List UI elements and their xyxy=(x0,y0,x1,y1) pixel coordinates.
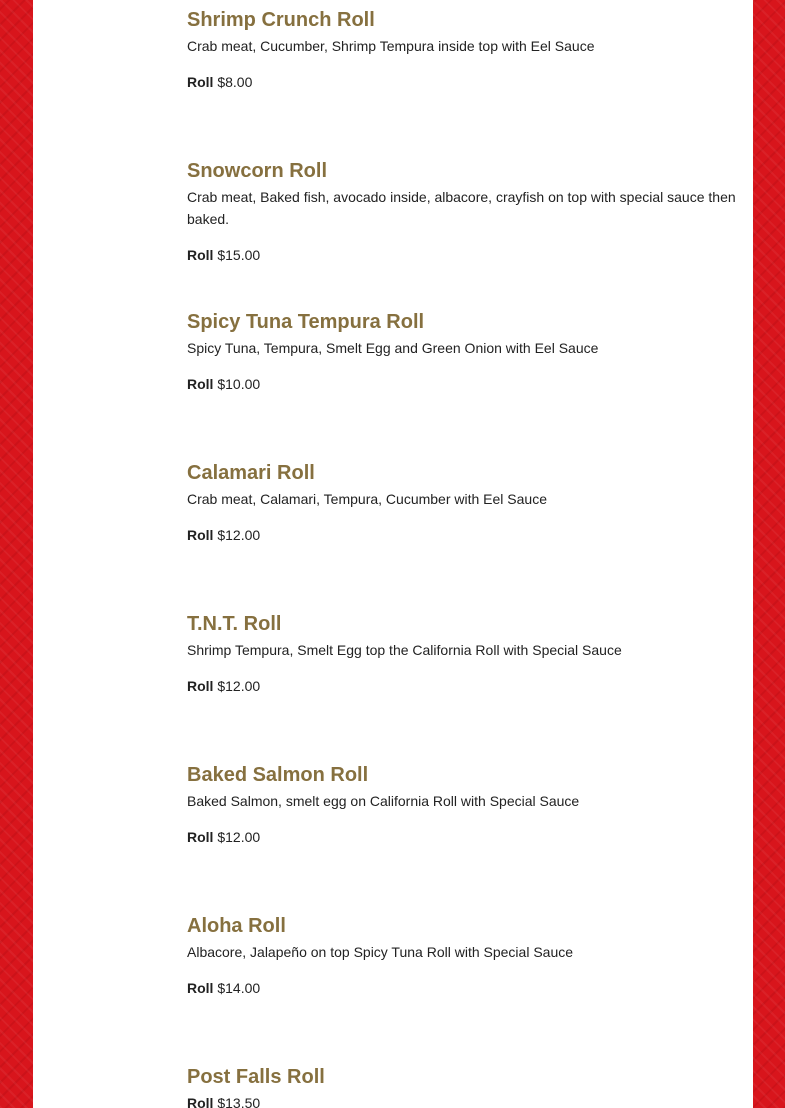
item-title: T.N.T. Roll xyxy=(187,613,282,635)
item-title: Post Falls Roll xyxy=(187,1066,325,1088)
item-description: Spicy Tuna, Tempura, Smelt Egg and Green Onion with Eel Sauce xyxy=(187,340,599,356)
price-value: $15.00 xyxy=(217,247,261,263)
price-label: Roll xyxy=(187,829,214,845)
price-label: Roll xyxy=(187,527,214,543)
item-price xyxy=(187,977,260,999)
item-description: Albacore, Jalapeño on top Spicy Tuna Roll with Special Sauce xyxy=(187,944,574,960)
price-value: $10.00 xyxy=(217,376,261,392)
price-value: $8.00 xyxy=(217,74,253,90)
item-price xyxy=(187,244,260,266)
item-price xyxy=(187,524,260,546)
price-value: $12.00 xyxy=(217,829,261,845)
item-title: Baked Salmon Roll xyxy=(187,764,369,786)
price-label: Roll xyxy=(187,1095,214,1108)
item-title: Spicy Tuna Tempura Roll xyxy=(187,311,425,333)
price-label: Roll xyxy=(187,247,214,263)
item-price xyxy=(187,826,260,848)
item-title: Aloha Roll xyxy=(187,915,286,937)
item-price xyxy=(187,373,260,395)
item-title: Shrimp Crunch Roll xyxy=(187,9,375,31)
price-value: $12.00 xyxy=(217,527,261,543)
price-label: Roll xyxy=(187,678,214,694)
price-label: Roll xyxy=(187,376,214,392)
item-description: Crab meat, Cucumber, Shrimp Tempura inside top with Eel Sauce xyxy=(187,38,595,54)
price-label: Roll xyxy=(187,74,214,90)
price-value: $12.00 xyxy=(217,678,261,694)
price-value: $14.00 xyxy=(217,980,261,996)
item-title: Snowcorn Roll xyxy=(187,160,327,182)
item-price xyxy=(187,1092,260,1108)
menu-page xyxy=(33,0,753,1108)
price-value: $13.50 xyxy=(217,1095,261,1108)
item-price xyxy=(187,675,260,697)
item-description: Baked Salmon, smelt egg on California Roll with Special Sauce xyxy=(187,793,580,809)
price-label: Roll xyxy=(187,980,214,996)
item-description: Crab meat, Baked fish, avocado inside, albacore, crayfish on top with special sauce then baked. xyxy=(187,189,736,227)
item-price xyxy=(187,71,252,93)
item-description: Crab meat, Calamari, Tempura, Cucumber with Eel Sauce xyxy=(187,491,548,507)
item-description: Shrimp Tempura, Smelt Egg top the California Roll with Special Sauce xyxy=(187,642,622,658)
item-title: Calamari Roll xyxy=(187,462,315,484)
